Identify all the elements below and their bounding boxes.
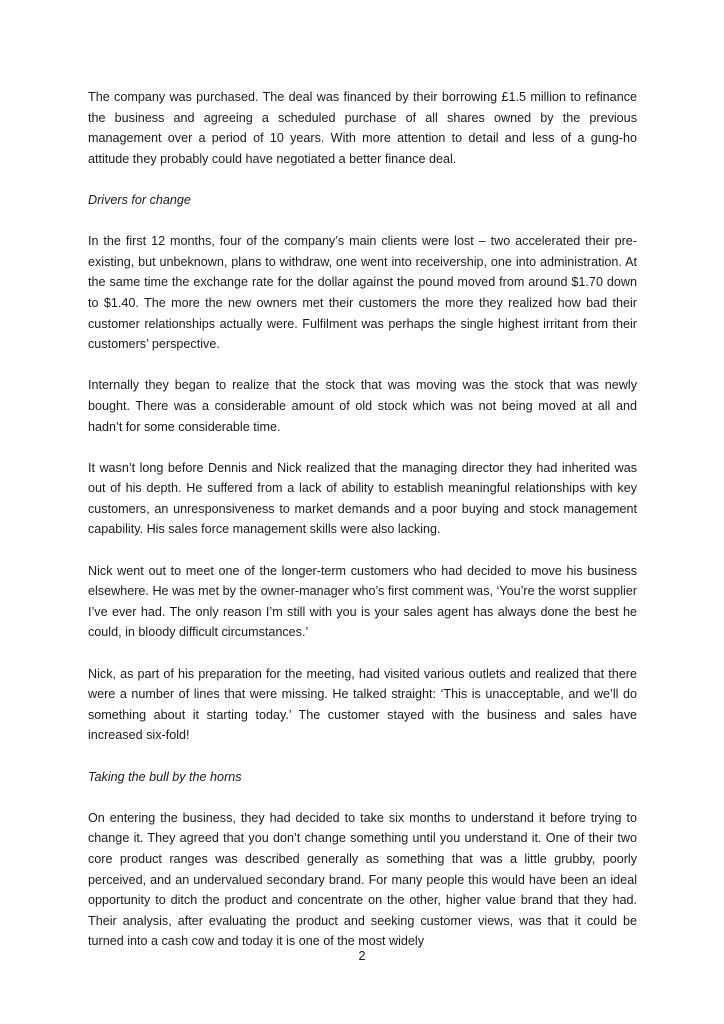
paragraph-clients-lost: In the first 12 months, four of the company’s main clients were lost – two accelerated their pre-existing, but unbeknown, plans to withdraw, one went into receivership, one into administration. At the same time the exchange rate for the dollar against the pound moved from around $1.70 down to $1.40. The more the new owners met their customers the more they realized how bad their customer relationships actually were. Fulfilment was perhaps the single highest irritant from their customers’ perspective. (88, 234, 637, 352)
paragraph-customer-meeting: Nick went out to meet one of the longer-term customers who had decided to move his business elsewhere. He was met by the owner-manager who’s first comment was, ‘You’re the worst supplier I’ve ever had. The only reason I’m still with you is your sales agent has always done the best he could, in bloody difficult circumstances.’ (88, 563, 637, 640)
page-number: 2 (358, 949, 366, 963)
paragraph-financing: The company was purchased. The deal was financed by their borrowing £1.5 million to refinance the business and agreeing a scheduled purchase of all shares owned by the previous management over a period of 10 years. With more attention to detail and less of a gung-ho attitude they probably could have negotiated a better finance deal. (88, 90, 637, 166)
paragraph-managing-director: It wasn’t long before Dennis and Nick realized that the managing director they had inherited was out of his depth. He suffered from a lack of ability to establish meaningful relationships with key customers, an unresponsiveness to market demands and a poor buying and stock management capability. His sales force management skills were also lacking. (88, 460, 637, 537)
paragraph-product-ranges: On entering the business, they had decided to take six months to understand it before trying to change it. They agreed that you don’t change something until you understand it. One of their two core product ranges was described generally as something that was a little grubby, poorly perceived, and an undervalued secondary brand. For many people this would have been an ideal opportunity to ditch the product and concentrate on the other, higher value brand that they had. Their analysis, after evaluating the product and seeking customer views, was that it could be turned into a cash cow and today it is one of the most widely (88, 810, 637, 949)
paragraph-stock: Internally they began to realize that the stock that was moving was the stock that was newly bought. There was a considerable amount of old stock which was not being moved at all and hadn’t for some considerable time. (88, 378, 637, 434)
section-heading-taking-the-bull: Taking the bull by the horns (88, 769, 242, 784)
paragraph-preparation: Nick, as part of his preparation for the meeting, had visited various outlets and realized that there were a number of lines that were missing. He talked straight: ‘This is unacceptable, and we’ll do something about it starting today.’ The customer stayed with the business and sales have increased six-fold! (88, 666, 637, 743)
section-heading-drivers-for-change: Drivers for change (88, 192, 191, 207)
document-body (88, 87, 637, 952)
